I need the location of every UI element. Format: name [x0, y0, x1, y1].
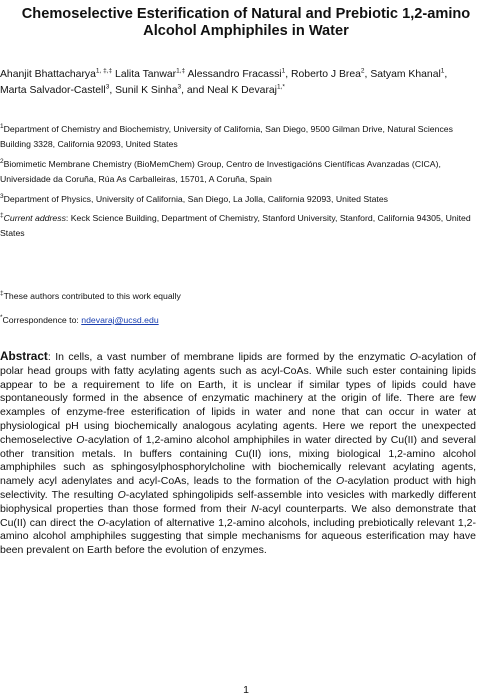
author: Ahanjit Bhattacharya$^{1, \ddagger,\ddagger}$: [0, 67, 113, 80]
author: Sunil K Sinha$^3$, and: [115, 83, 208, 96]
correspondence-note: *Correspondence to: ndevaraj@ucsd.edu: [0, 314, 159, 325]
author: Marta Salvador-Castell$^3$,: [0, 83, 116, 96]
current-address: ‡Current address: Keck Science Building, Department of Chemistry, Stanford University, Stanford, California 94305, United States: [0, 212, 471, 238]
affiliation-2: $^2$Biomimetic Membrane Chemistry (BioMemChem) Group, Centro de Investigacións Científicas Avanzadas (CICA), Universidade da Coruña, Rúa As Carballeiras, 15701, A Coruña, Spain: [0, 158, 441, 184]
abstract-heading: Abstract: [0, 349, 48, 363]
author: Roberto J Brea$^2$,: [291, 67, 371, 80]
page-number: 1: [243, 684, 249, 696]
author: Neal K Devaraj$^{1,*}$: [207, 83, 285, 96]
email-link[interactable]: ndevaraj@ucsd.edu: [81, 315, 159, 325]
author-list: [0, 67, 476, 99]
abstract: Abstract: In cells, a vast number of membrane lipids are formed by the enzymatic O-acylation of polar head groups with fatty acylating agents such as acyl-CoAs. While such ester containing lipids appear to be a requirement to life on Earth, it is unclear if similar types of lipids could have spontaneously formed in the absence of enzymatic machinery at the origin of life. There are few examples of enzyme-free esterification of lipids in water and none that can occur in water at physiological pH using biochemically analogous acylating agents. Here we report the unexpected chemoselective O-acylation of 1,2-amino alcohol amphiphiles in water directed by Cu(II) and several other transition metals. In buffers containing Cu(II) ions, mixing biological 1,2-amino alcohol amphiphiles such as sphingosylphosphorylcholine with biochemically relevant acylating agents, namely acyl adenylates and acyl-CoAs, leads to the formation of the O-acylation product with high selectivity. The resulting O-acylated sphingolipids self-assemble into vesicles with markedly different biophysical properties than those formed from their N-acyl counterparts. We also demonstrate that Cu(II) can direct the O-acylation of alternative 1,2-amino alcohols, including prebiotically relevant 1,2-amino alcohol amphiphiles suggesting that simple mechanisms for aqueous esterification may have been prevalent on Earth before the evolution of enzymes.: [0, 349, 476, 557]
author: Lalita Tanwar$^{1,\ddagger}$: [115, 67, 186, 80]
author: Alessandro Fracassi$^1$,: [187, 67, 292, 80]
affiliation-3: $^3$Department of Physics, University of California, San Diego, La Jolla, California 92093, United States: [0, 193, 388, 204]
affiliation-1: $^1$Department of Chemistry and Biochemistry, University of California, San Diego, 9500 Gilman Drive, Natural Sciences Building 3328, California 92093, United States: [0, 123, 453, 149]
author: Satyam Khanal$^1$,: [370, 67, 448, 80]
paper-title: Chemoselective Esterification of Natural and Prebiotic 1,2-amino Alcohol Amphiphiles in Water: [21, 6, 471, 39]
equal-contribution-note: ‡These authors contributed to this work equally: [0, 290, 181, 301]
